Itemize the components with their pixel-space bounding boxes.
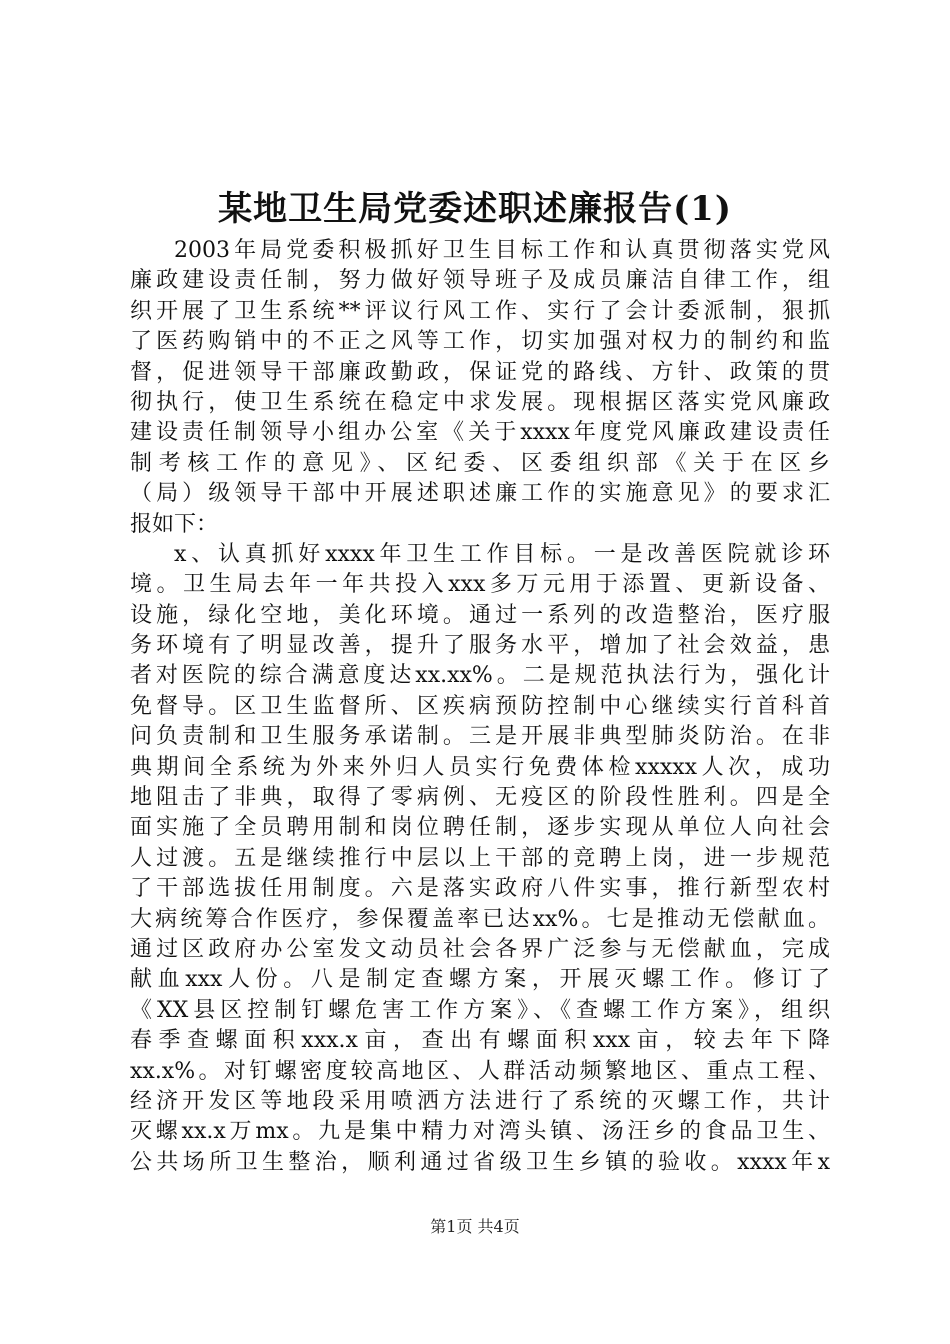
paragraph-1-line-1: 2003年局党委积极抓好卫生目标工作和认真贯彻落实党风: [174, 238, 830, 263]
paragraph-1-line-10: 报如下：: [130, 511, 219, 537]
paragraph-2-line-20: 灭螺xx.x万mx。九是集中精力对湾头镇、汤汪乡的食品卫生、: [130, 1119, 830, 1145]
paragraph-2-line-21: 公共场所卫生整治，顺利通过省级卫生乡镇的验收。xxxx年x: [130, 1149, 830, 1175]
paragraph-2-line-2: 境。卫生局去年一年共投入xxx多万元用于添置、更新设备、: [130, 572, 830, 598]
paragraph-1-line-8: 制考核工作的意见》、区纪委、区委组织部《关于在区乡: [130, 450, 830, 476]
paragraph-2-line-19: 经济开发区等地段采用喷洒方法进行了系统的灭螺工作，共计: [130, 1088, 830, 1114]
paragraph-2-line-4: 务环境有了明显改善，提升了服务水平，增加了社会效益，患: [130, 633, 830, 659]
document-body: [130, 236, 830, 1178]
paragraph-1-line-5: 督，促进领导干部廉政勤政，保证党的路线、方针、政策的贯: [130, 359, 830, 385]
paragraph-2-line-13: 大病统筹合作医疗，参保覆盖率已达xx%。七是推动无偿献血。: [130, 906, 830, 932]
paragraph-2-line-7: 问负责制和卫生服务承诺制。三是开展非典型肺炎防治。在非: [130, 724, 830, 750]
page-footer: 第1页 共4页: [430, 1217, 520, 1236]
paragraph-2-line-1: x、认真抓好xxxx年卫生工作目标。一是改善医院就诊环: [174, 541, 830, 567]
paragraph-2-line-12: 了干部选拔任用制度。六是落实政府八件实事，推行新型农村: [130, 876, 830, 902]
document-title: 某地卫生局党委述职述廉报告(1): [218, 189, 732, 229]
paragraph-2-line-10: 面实施了全员聘用制和岗位聘任制，逐步实现从单位人向社会: [130, 815, 830, 841]
paragraph-2-line-18: xx.x%。对钉螺密度较高地区、人群活动频繁地区、重点工程、: [130, 1058, 830, 1084]
paragraph-1-line-4: 了医药购销中的不正之风等工作，切实加强对权力的制约和监: [130, 329, 830, 355]
paragraph-2-line-3: 设施，绿化空地，美化环境。通过一系列的改造整治，医疗服: [130, 602, 830, 628]
paragraph-1-line-9: （局）级领导干部中开展述职述廉工作的实施意见》的要求汇: [130, 481, 830, 507]
paragraph-2-line-14: 通过区政府办公室发文动员社会各界广泛参与无偿献血，完成: [130, 936, 830, 962]
paragraph-2-line-6: 免督导。区卫生监督所、区疾病预防控制中心继续实行首科首: [130, 693, 830, 719]
paragraph-2-line-16: 《XX县区控制钉螺危害工作方案》、《查螺工作方案》，组织: [130, 997, 830, 1023]
paragraph-1-line-6: 彻执行，使卫生系统在稳定中求发展。现根据区落实党风廉政: [130, 389, 830, 415]
paragraph-1-line-2: 廉政建设责任制，努力做好领导班子及成员廉洁自律工作，组: [130, 268, 830, 294]
paragraph-2-line-5: 者对医院的综合满意度达xx.xx%。二是规范执法行为，强化计: [130, 663, 830, 689]
paragraph-2-line-9: 地阻击了非典，取得了零病例、无疫区的阶段性胜利。四是全: [130, 785, 830, 811]
paragraph-1-line-3: 织开展了卫生系统**评议行风工作、实行了会计委派制，狠抓: [130, 298, 830, 324]
paragraph-2-line-11: 人过渡。五是继续推行中层以上干部的竞聘上岗，进一步规范: [130, 845, 830, 871]
paragraph-2-line-15: 献血xxx人份。八是制定查螺方案，开展灭螺工作。修订了: [130, 967, 830, 993]
paragraph-2-line-8: 典期间全系统为外来外归人员实行免费体检xxxxx人次，成功: [130, 754, 830, 780]
paragraph-1-line-7: 建设责任制领导小组办公室《关于xxxx年度党风廉政建设责任: [130, 420, 830, 446]
paragraph-2-line-17: 春季查螺面积xxx.x亩，查出有螺面积xxx亩，较去年下降: [130, 1028, 830, 1054]
